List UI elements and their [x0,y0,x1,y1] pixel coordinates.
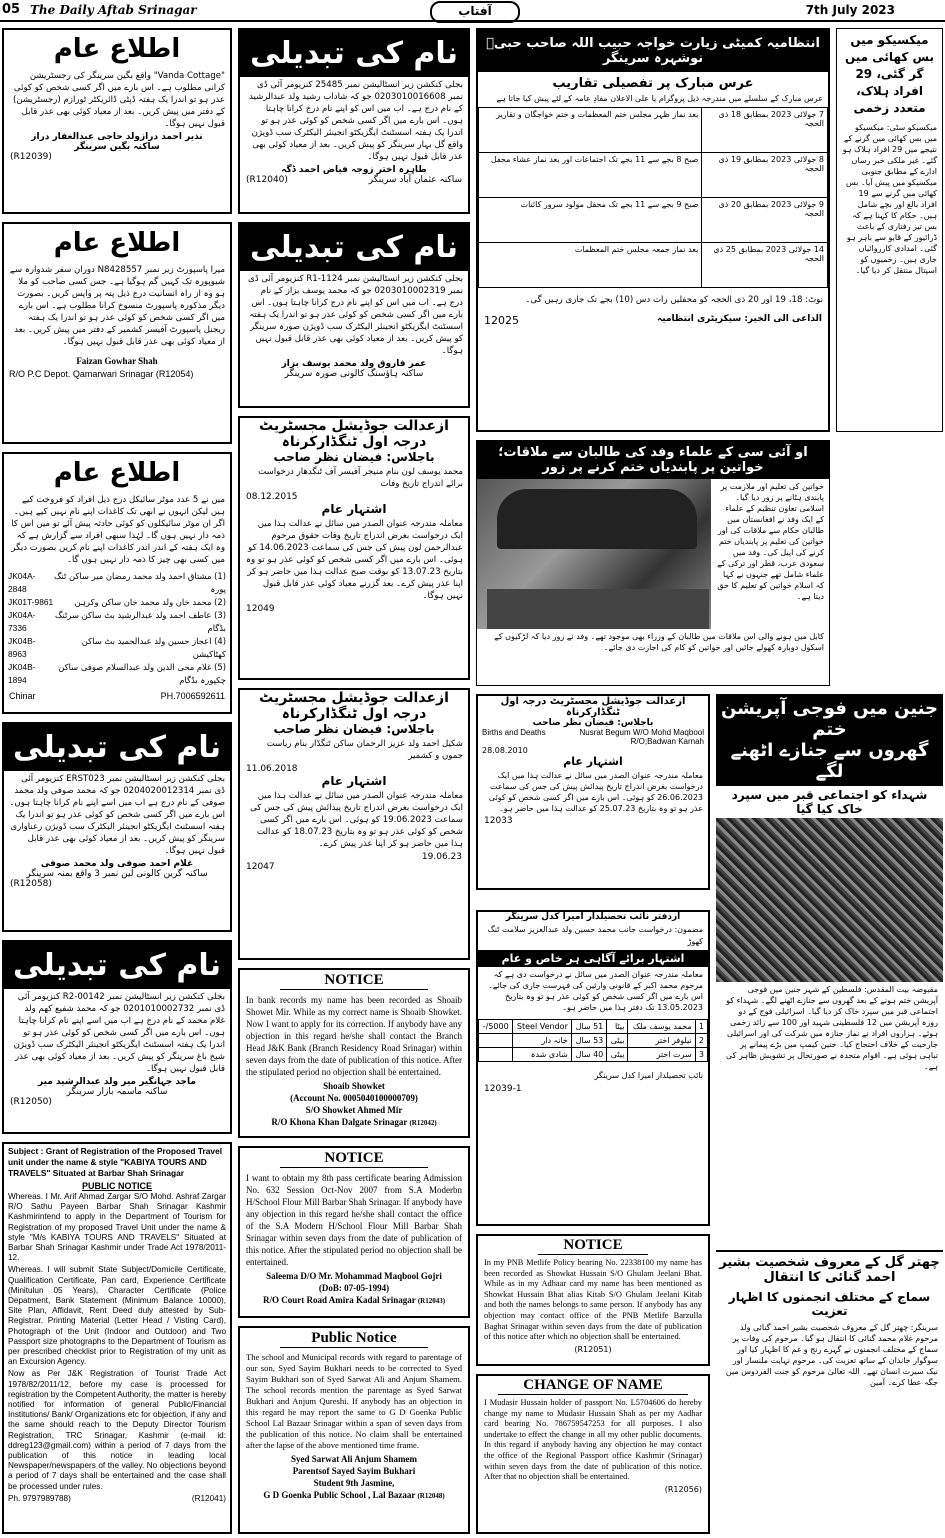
court-date-2: 19.06.23 [421,852,462,862]
ad-title: نام کی تبدیلی [240,224,468,271]
ad-public-notice-vanda [2,28,232,214]
bike-reg-number: JK04B-8963 [8,636,36,659]
ad-body: میں نے 5 عدد موٹر سائیکل درج ذیل افراد کو فروخت کیے ہیں لیکن انہوں نے ابھی تک کاغذات اپنے نام نہیں کیے ہیں۔ اگر ان موٹر سائیکلوں کو کوئی حادثہ پیش آئے تو میں اس کا ذمہ دار نہیں ہوں گا۔ لہٰذا سبھی افراد سے گزارش ہے کہ وہ ایک ہفتہ کے اندر اندر کاغذات اپنے نام کریں بصورت دیگر میں کسی بھی چیز کا ذمہ دار نہیں ہوں گا۔ [11,495,225,565]
notice-body: I want to obtain my 8th pass certificate bearing Admission No. 632 Session Oct-Nov 2007 from S.A Moderbn H/School Flour Mill Barbar Shah Srinagar. If anybody have any objection in this regard he/she shall contact the office of the S.A Modern H/School Flour Mill Barbar Shah Srinagar within seven days from the date of publication of this notice. After the stipulated period no objection shall be entertained. [246,1173,462,1267]
ad-ref: (R12039) [10,152,52,162]
heir-row [479,1048,708,1062]
ad-body: بجلی کنکشن زیر انسٹالیشن نمبر ERST023 کنزیومر آئی ڈی نمبر 0204020012314 جو کہ محمد صوفی ولد محمد صوفی کے نام درج ہے اب میں اسے اپنے نام کرانا چاہتا ہوں۔ اس بارے میں اگر کسی شخص کو کوئی عذر ہو تو اندرا یک ہفتہ اسسٹنٹ ایگزیکٹو انجینئر الیکٹرک سب ڈویژن رعناواری سرینگر کو پیش کریں۔ بعد از معیاد کوئی بھی عذر قابل قبول نہیں ہوگا۔ [9,774,225,856]
heir-no: 1 [695,1020,707,1034]
notice-heading: NOTICE [280,1150,428,1168]
jenin-headline-block [716,694,943,786]
jenin-headline-2: گھروں سے جنازے اٹھنے لگے [730,740,929,782]
tehsil-ref: 12039-1 [484,1084,522,1094]
heir-rel: بیٹی [607,1034,628,1048]
urs-program: صبح 9 بجے سے 11 بجے تک محفل مولود سرور کائنات [479,198,702,243]
heir-no: 3 [695,1048,707,1062]
urs-row [479,198,828,243]
bike-reg-number: JK01T-9861 [8,597,54,607]
urs-row [479,153,828,198]
mexico-body: میکسیکو سٹی: میکسیکو میں بس کھائی میں گرنے کے نتیجے میں 29 افراد ہلاک ہو گئے۔ غیر ملکی خبر رساں ادارے کے مطابق جنوبی میکسیکو میں پیش آیا۔ بس کھائی میں گرنے سے 19 افراد بالغ اور بچے شامل ہیں۔ حکام کا کہنا ہے کہ بس تیز رفتاری کے باعث ڈرائیور کے قابو سے باہر ہو گئی۔ امدادی کارروائیاں جاری ہیں۔ زخمیوں کو اسپتال منتقل کر دیا گیا۔ [842,123,937,275]
ad-address: ساکنہ گرین کالونی لین نمبر 3 واقع بمنہ سرینگر [26,869,208,879]
notice-certificate [238,1146,470,1318]
notice-para-2: Whereas. I will submit State Subject/Domicile Certificate, Qualification Certificate, Pan card, Experience Certificate (Minitulun 05 Years), Character Certificate (Police Depatment, Bank Statement (Minimum Balance 10000), Site Plan, Affidavit, Rent Deed duly attested by Sub-Registrar. Printing Material (Letter Head / Visting Card), Photograph of the Unit (Indoor and Outdoor) and Two Passport size photographs to the Department of Tourism as per prescribed checklist prior to Registration of my unit as an Excursion Agency. [8,1265,226,1367]
heir-name: نیلوفر اختر [628,1034,695,1048]
notice-ref: (R12041) [191,1493,226,1503]
notice-heading: NOTICE [538,1237,648,1255]
ad-ref: (R12050) [10,1097,52,1107]
ad-signature: طاہرہ اختر زوجہ فیاض احمد ڈگہ [281,165,427,175]
ad-body: "Vanda Cottage" واقع بگین سرینگر کی رجسٹریشن کرانی مطلوب ہے۔ اس بارے میں اگر کسی شخص کو کوئی عذر ہو تو اندرا یک ہفتہ ڈپٹی ڈائریکٹر ٹورازم (رجسٹریشن) کے دفتر میں پیش کریں۔ بعد از معیاد کوئی بھی عذر قابل قبول نہیں ہوگا۔ [12,71,225,129]
ad-name-change-3 [238,28,470,214]
court-ref: 12047 [246,862,275,872]
court-name: ازعدالت جوڈیشل مجسٹریٹ درجہ اول ٹنگڈارکرناہ [259,418,449,450]
urs-date: 9 جولائی 2023 بمطابق 20 ذی الحجہ [702,198,828,243]
oic-headline: او آئی سی کے علماء وفد کی طالبان سے ملاقات؛ خواتین پر پابندیاں ختم کرنے پر زور [477,441,829,479]
ad-title: نام کی تبدیلی [240,30,468,77]
jenin-headline-1: جنین میں فوجی آپریشن ختم [720,698,938,740]
notice-father: S/O Showket Ahmed Mir [305,1105,403,1115]
urs-intro: عرس مبارک کے سلسلے میں مندرجہ ذیل پروگرام یا علی الاعلان مفادِ عامہ کے لئے پیش کیا جاتا ہے [496,94,823,103]
page-header [0,0,945,22]
urs-subtitle: عرس مبارک پر تفصیلی تقاریب [552,76,754,91]
ad-ref: (R12058) [10,879,52,889]
urs-program: صبح 8 بجے سے 11 بجے تک اجتماعات اور بعد نماز عشاء محفل [479,153,702,198]
ad-body: بجلی کنکشن زیر انسٹالیشن نمبر R1-1124 کنزیومر آئی ڈی نمبر 0203010002319 جو کہ محمد یوسف بزاز کے نام درج ہے۔ اب میں اس کو اپنے نام درج کرانا چاہتا ہوں۔ اس بارے میں اگر کسی شخص کو کوئی عذر ہو تو اندرا یک ہفتہ اسسٹنٹ ایگزیکٹو انجینئر الیکٹرک سب ڈویژن صورہ سرینگر کو پیش کریں۔ بعد از معیاد کوئی بھی عذر قابل قبول نہیں ہوگا۔ [247,274,463,356]
court-notice-2 [238,688,470,960]
jenin-headline-3: شہداء کو اجتماعی قبر میں سپرد خاک کیا گیا [731,788,928,816]
urs-ref: 12025 [484,314,519,327]
ad-body: بجلی کنکشن زیر انسٹالیشن نمبر R2-00142 کنزیومر آئی ڈی نمبر 0201010002732 جو کہ محمد شفیع کھم ولد غلام محمد کے نام درج ہے اب میں اسے اپنے نام کرانا چاہتا ہوں۔ اس بارے میں اگر کسی شخص کو کوئی عذر ہو تو اندرا یک ہفتہ اسسٹنٹ ایگزیکٹو انجینئر الیکٹرک سب ڈویژن شیخ باغ سرینگر کو پیش کریں۔ بعد از معیاد کوئی بھی عذر قابل قبول نہیں ہوگا۔ [13,992,225,1074]
urs-date: 14 جولائی 2023 بمطابق 25 ذی الحجہ [702,243,828,288]
heirs-table [478,1019,708,1062]
bike-row [8,596,226,609]
ad-body: میرا پاسپورٹ زیر نمبر N8428557 دوران سفر شدوارہ سے شیوپورہ تک کہیں گم ہوگیا ہے۔ جس کسی صاحب کو ملا ہو وہ از راہ انسانیت درج ذیل پتہ پر واپس کریں۔ بصورت دیگر مذکورہ پاسپورٹ منسوخ کرانا مطلوب ہے۔ اس بارے میں اگر کسی شخص کو کوئی عذر ہو تو اندرا یک ہفتہ ریجنل پاسپورٹ آفیسر کشمیر کے دفتر میں پیش کریں۔ بعد از معیاد کوئی بھی عذر قابل قبول نہیں ہوگا۔ [9,265,225,347]
jenin-body: مقبوضہ بیت المقدس: فلسطین کے شہر جنین میں فوجی آپریشن ختم ہونے کے بعد گھروں سے جنازے اٹھنے لگے۔ شہداء کو اجتماعی قبر میں سپرد خاک کر دیا گیا۔ اسرائیلی فوج کے دو روزہ آپریشن میں 12 فلسطینی شہید اور 100 سے زائد زخمی ہوئے۔ ہزاروں افراد نے نماز جنازہ میں شرکت کی اور اسرائیلی جارحیت کے خلاف احتجاج کیا۔ جنین کیمپ میں بڑے پیمانے پر تباہی ہوئی ہے۔ اقوام متحدہ نے صورتحال پر تشویش ظاہر کی ہے۔ [725,985,938,1071]
ad-title: نام کی تبدیلی [4,724,230,771]
court-date: 11.06.2018 [246,764,298,774]
bike-row [8,570,226,596]
court-heading: اشتہار عام [563,755,623,768]
paper-title: The Daily Aftab Srinagar [30,3,197,17]
ad-title: نام کی تبدیلی [4,942,230,989]
oic-meeting-photo [477,479,711,629]
ad-signature: ماجد جہانگیر میر ولد عبدالرشید میر [38,1077,196,1087]
notice-sign-2: Parentsof Sayed Sayim Bukhari [292,1466,416,1476]
oic-body-1: خواتین کی تعلیم اور ملازمت پر پابندی ہٹانے پر زور دیا گیا۔ اسلامی تعاون تنظیم کے علماء کے ایک وفد نے افغانستان میں طالبان حکام سے ملاقات کی اور خواتین کی تعلیم پر پابندیاں ختم کرنے کی اپیل کی۔ وفد میں سعودی عرب، قطر اور ترکی کے علماء شامل تھے جنہوں نے کہا کہ اسلام خواتین کو تعلیم کا حق دیتا ہے۔ [717,482,824,601]
heir-age: 53 سال [571,1034,606,1048]
heir-occ: Steel Vendor [512,1020,571,1034]
heir-age: 51 سال [571,1020,606,1034]
urs-date: 8 جولائی 2023 بمطابق 19 ذی الحجہ [702,153,828,198]
court-body: معاملہ مندرجہ عنوان الصدر میں سائل نے عدالت ہذا میں ایک درخواست بغرض اندراج تاریخ وفات حقوق مرحوم عبدالرحمن لون پیش کی جس کی سماعت 14.06.2023 کو ہوئی۔ اس بارے میں اگر کسی شخص کو کوئی عذر ہو تو وہ بتاریخ 13.07.23 کو بوقت صبح عدالت ہذا میں حاضر ہو کر اپنا عذر پیش کرے۔ بعد گزرنے معیاد کوئی عذر قابل قبول نہیں ہوگا۔ [246,519,463,601]
ad-address: ساکنہ بگین سرینگر [74,142,160,152]
ad-address: ساکنہ ماسمہ بازار سرینگر [66,1087,168,1097]
notice-sign-4: G D Goenka Public School , Lal Bazaar (R12048) [263,1490,445,1500]
conference-table [487,589,709,629]
court-parties: شکیل احمد ولد عزیز الرحمان ساکن ٹنگڈار بنام ریاست جموں و کشمیر [266,739,463,761]
court-addr-en: R/O;Badwan Karnah [630,737,704,746]
notice-body: I Mudasir Hussain holder of passport No. L5704606 do hereby change my name to Mudasir Hussain Shah as per my Aadhar card bearing No. 786759547253 for all purposes. I also undertake to effect the change in all my other public documents. In this regard if anybody having any objection he may contact the office of the Regional Passport office Kashmir (Srinagar) within seven days from the date of publication of this notice. After that no objection shall be entertained. [484,1398,702,1482]
heir-inc [479,1048,513,1062]
masthead-logo: آفتاب [430,1,520,23]
notice-ref: (R12051) [574,1344,612,1354]
notice-body: In my PNB Metlife Policy bearing No. 22338100 my name has been recorded as Showkat Hussain S/O Ghulam Jeelani Bhat. While as in my Adhaar card my name has been mentioned as Showkat Hussain Bhat alias Kitab S/O Ghulam Jeelani Kitab and both the names belongs to same person. If anybody has any objection may contact office of the PNB Metlife Barzulla Baghat Srinagar within seven days from the date of publication of this notice after which no objection shall be entertained. [484,1258,702,1342]
bike-owner: (1) مشتاق احمد ولد محمد رمضان میر ساکن ٹنگ پورہ [53,571,226,594]
ad-signature: عمر فاروق ولد محمد یوسف بزاز [281,359,427,369]
urs-signature: الداعی الی الخیر: سیکریٹری انتظامیہ [657,314,822,324]
notice-address: R/O Khona Khan Dalgate Srinagar (R12042) [271,1117,437,1127]
bike-owner: (4) اعجاز حسین ولد عبدالحمید بٹ ساکن کھٹاکیشن [81,636,226,659]
ad-public-notice-passport [2,222,232,444]
heir-inc: 5000/- [479,1020,513,1034]
tehsil-notice [476,910,710,1226]
ad-name-change-1 [2,722,232,932]
heir-age: 40 سال [571,1048,606,1062]
ad-body: بجلی کنکشن زیر انسٹالیشن نمبر 25485 کنزیومر آئی ڈی نمبر 0203010016608 جو کہ شاداب رشید ولد عبدالرشید کے نام درج ہے۔ اب میں اس کو اپنے نام درج کرانا چاہتا ہوں۔ اس بارے میں اگر کسی شخص کو کوئی عذر ہو تو اندرا یک ہفتہ اسسٹنٹ ایگزیکٹو انجینئر الیکٹرک سب ڈویژن واقع گل بہار سرینگر کو پیش کریں۔ بعد از معیاد کوئی بھی عذر قابل قبول نہیں ہوگا۔ [249,80,463,162]
ad-phone: PH.7006592611 [160,691,225,701]
ad-address: ساکنہ ہاؤسنگ کالونی صورہ سرینگر [284,369,424,379]
page-number: 05 [2,2,21,17]
court-heading: اشتہار عام [321,502,387,516]
funeral-crowd-photo [716,818,943,982]
jenin-news [716,694,943,1534]
urs-program: بعد نماز ظہر مجلس ختم المعظمات و ختم خواجگان و تقاریر [479,108,702,153]
ad-ref: (R12040) [246,175,288,185]
court-heading: اشتہار عام [321,774,387,788]
ad-travel-registration [2,1142,232,1534]
notice-para-1: Whereas. I Mr. Arif Ahmad Zargar S/O Mohd. Ashraf Zargar R/O Sathu Payeen Barbar Shah Srinagar Kashmir Kashmirintend to apply in the Department of Tourism for Registration of my proposed Travel Unit under the name & style "M/s KABIYA TOURS AND TRAVELS" Situated at Barbar Shah Srinagar Kashmir under Trade Act 1978/2011-12. [8,1192,226,1263]
issue-date: 7th July 2023 [805,3,895,17]
obit-subheadline: سماج کے مختلف انجمنوں کا اظہار تعزیت [728,1290,931,1318]
court-name: ازعدالت جوڈیشل مجسٹریٹ درجہ اول ٹنگڈارکرناہ [500,696,686,718]
notice-body: In bank records my name has been recorded as Shoaib Showet Mir. While as my correct name is Shoaib Showket. Now I want to apply for its correction. If anybody have any objection in this regard he/she shall contact the Branch Head J&K Bank (Branch Residency Road Srinagar) within seven days from the date of publication of this notice. After the stipulated period no objection shall be entertained. [246,995,462,1077]
mexico-news [836,28,943,432]
notice-phone: Ph. 9797989788) [8,1493,71,1503]
notice-dob: (DoB: 07-05-1994) [318,1283,390,1293]
oic-news [476,440,830,686]
notice-account: (Account No. 0005040100000709) [290,1093,418,1103]
heir-row [479,1034,708,1048]
bike-list [4,568,230,689]
bike-row [8,609,226,635]
notice-change-of-name [476,1374,710,1534]
tehsil-footer: نائب تحصیلدار امیرا کدل سرینگر [594,1071,703,1080]
ad-signature: Faizan Gowhar Shah [76,356,158,366]
court-parties: محمد یوسف لون بنام منیجر آفیسر آف ٹنگدھار درخواست برائے اندراج تاریخ وفات [258,467,463,489]
court-ref: 12049 [246,604,275,614]
court-name-en: Nusrat Begum W/O Mohd Maqbool [579,728,704,737]
notice-sign-3: Student 9th Jasmine, [313,1478,395,1488]
court-notice-1 [238,416,470,680]
world-map-backdrop [497,489,697,549]
notice-pnb [476,1234,710,1366]
bike-row [8,661,226,687]
court-ref: 12033 [484,816,513,826]
court-parties-en: Births and Deaths [482,728,546,737]
obit-body: سرینگر: چھتر گل کے معروف شخصیت بشیر احمد گنائی ولد مرحوم غلام محمد گنائی کا انتقال ہو گیا۔ مرحوم کی وفات پر سماج کے مختلف انجمنوں نے گہرے رنج و غم کا اظہار کیا اور سوگوار خاندان کے ساتھ تعزیت کی۔ مرحوم نہایت ملنسار اور نیک سیرت انسان تھے۔ اللہ تعالیٰ مرحوم کو جنت الفردوس میں جگہ عطا کرے۔ آمین [725,1323,938,1387]
ad-signature: غلام احمد صوفی ولد محمد صوفی [40,859,194,869]
heir-row [479,1020,708,1034]
urs-title: انتظامیہ کمیٹی زیارت خواجہ حبیب اللہ صاحب حبیؒ نوشہرہ سرینگر [478,30,828,72]
urs-note: نوٹ: 18، 19 اور 20 ذی الحجہ کو محفلیں رات دس (10) بجے تک جاری رہیں گی۔ [525,295,823,305]
notice-heading: PUBLIC NOTICE [81,1181,152,1191]
notice-heading: Public Notice [280,1330,428,1348]
urs-schedule-table [478,107,828,288]
urs-date: 7 جولائی 2023 بمطابق 18 ذی الحجہ [702,108,828,153]
notice-school [238,1326,470,1534]
bike-reg-number: JK04B-1894 [8,662,36,685]
bike-reg-number: JK04A-2848 [8,571,36,594]
court-body: معاملہ مندرجہ عنوان الصدر میں سائل نے عدالت ہذا میں ایک درخواست بغرض اندراج تاریخ پیدائش پیش کی جس کی سماعت 19.06.2023 کو ہوئی۔ اس بارے میں اگر کسی شخص کو کوئی عذر ہو تو وہ بتاریخ 18.07.23 کو عدالت ہذا میں حاضر ہو کر اپنا عذر پیش کرے۔ [250,791,463,849]
ad-public-notice-bikes [2,452,232,714]
notice-body: The school and Municipal records with regard to parentage of our son, Syed Sayim Bukhari needs to be corrected to Syed Sayim Bukhari son of Syed Sarwat Ali and Anjum Shamem. The school records mention the parentage as Syed Sarwat Bukhari and Anjum Qureshi. If anybody has an objection in this regard he may report the same to G D Goenka Public School Lal Bazaar Srinagar within a span of seven days from the publication of this notice. No claim shall be entertained after the lapse of the above mentioned time frame. [246,1352,462,1450]
urs-row [479,108,828,153]
notice-bank [238,968,470,1138]
bike-owner: (2) محمد خان ولد محمد خان ساکن وکرہن [74,597,226,607]
mexico-headline: میکسیکو میں بس کھائی میں گر گئی، 29 افراد ہلاک، متعدد زخمی [844,33,934,115]
ad-title: اطلاع عام [53,228,181,258]
heir-occ: خانہ دار [512,1034,571,1048]
ad-name-change-4 [238,222,470,408]
notice-subject: Subject : Grant of Registration of the Proposed Travel unit under the name & style "KABIYA TOURS AND TRAVELS" Situated at Barbar Shah Srinagar [8,1146,223,1178]
bike-owner: (5) غلام محی الدین ولد عبدالسلام صوفی ساکن چکپورہ بڈگام [58,662,226,685]
court-date: 28.08.2010 [482,746,528,755]
ad-signature: نذیر احمد درازولد حاجی عبدالغفار دراز [31,132,203,142]
tehsil-office: ازدفتر نائب تحصیلدار امیرا کدل سرینگر [505,912,681,922]
ad-address: R/O P.C Depot. Qamarwari Srinagar (R12054) [9,369,194,379]
urs-program-ad [476,28,830,432]
tehsil-body: معاملہ مندرجہ عنوان الصدر میں سائل نے درخواست دی ہے کہ مرحوم محمد اکبر کے قانونی وارثین کی فہرست جاری کی جائے۔ اس بارے میں اگر کسی شخص کو کوئی عذر ہو تو وہ بتاریخ 13.05.2023 تک دفتر ہذا میں حاضر ہو۔ [488,970,703,1012]
notice-name: Saleema D/O Mr. Mohammad Maqbool Gojri [266,1271,442,1281]
notice-name: Shoaib Showket [323,1081,385,1091]
ad-address: ساکنہ عثمان آباد سرینگر [368,175,462,185]
heir-occ: شادی شدہ [512,1048,571,1062]
tehsil-subject: مضمون: درخواست جانب محمد حسین ولد عبدالعزیز سلامت ٹنگ کھوڑ [487,925,703,946]
court-judge: باجلاس: فیضان نظر صاحب [273,722,435,736]
court-judge: باجلاس: فیضان نظر صاحب [273,450,435,464]
obit-headline: چھتر گل کے معروف شخصیت بشیر احمد گنائی کا انتقال [719,1255,940,1285]
urs-row [479,243,828,288]
notice-address: R/O Court Road Amira Kadal Srinagar (R12043) [262,1295,446,1305]
court-body: معاملہ مندرجہ عنوان الصدر میں سائل نے عدالت ہذا میں ایک درخواست بغرض اندراج تاریخ پیدائش پیش کی جس کی سماعت 26.06.2023 کو ہوئی۔ اس بارے میں اگر کسی شخص کو کوئی عذر ہو تو وہ بتاریخ 25.07.23 کو عدالت ہذا میں حاضر ہو۔ [488,771,703,813]
notice-heading: NOTICE [280,972,428,990]
notice-para-3: Now as Per J&K Registration of Tourist Trade Act 1978/82/2011/12, before my case is processed for registration by the Competent Authority, the matter is hereby notified for information of general Public/Financial Institutions/ Bank/ Organizations etc for objection, if any and the same should reach to the Deputy Director Tourism Registration, TRC Srinagar, Kashmir (e-mail id: ddreg123@gmail.com) within a period of 7 days from the publication of this notice in leading local Newspaper/newspapers of the valley. No objections beyond a period of 7 days shall be entertained and the case shall be processed under rules. [8,1369,226,1491]
urs-program: بعد نماز جمعہ مجلس ختم المعظمات [479,243,702,288]
notice-ref: (R12056) [664,1484,702,1494]
ad-title: اطلاع عام [53,458,181,488]
oic-body-2: کابل میں ہونے والی اس ملاقات میں طالبان کے وزراء بھی موجود تھے۔ وفد نے زور دیا کہ لڑکیوں کے اسکول دوبارہ کھولے جائیں اور خواتین کو کام کی اجازت دی جائے۔ [494,632,824,652]
heir-no: 2 [695,1034,707,1048]
ad-place: Chinar [9,691,36,701]
obit-news [716,1250,943,1390]
notice-heading: CHANGE OF NAME [498,1377,688,1395]
heir-name: محمد یوسف ملک [628,1020,695,1034]
ad-title: اطلاع عام [53,34,181,64]
bike-row [8,635,226,661]
heir-rel: بیٹا [607,1020,628,1034]
heir-name: سرت اختر [628,1048,695,1062]
court-date: 08.12.2015 [246,492,298,502]
court-notice-birth [476,694,710,890]
bike-reg-number: JK04A-7336 [8,610,36,633]
tehsil-heading: اشتہار برائے آگاہی ہر خاص و عام [478,950,708,967]
court-name: ازعدالت جوڈیشل مجسٹریٹ درجہ اول ٹنگڈارکرناہ [259,690,449,722]
notice-sign-1: Syed Sarwat Ali Anjum Shamem [290,1454,417,1464]
bike-owner: (3) عاطف احمد ولد عبدالرشید بٹ ساکن سرٹنگ بڈگام [55,610,226,633]
ad-name-change-2 [2,940,232,1134]
heir-inc [479,1034,513,1048]
court-judge: باجلاس: فیضان نظر صاحب [532,718,654,728]
heir-rel: بیٹی [607,1048,628,1062]
